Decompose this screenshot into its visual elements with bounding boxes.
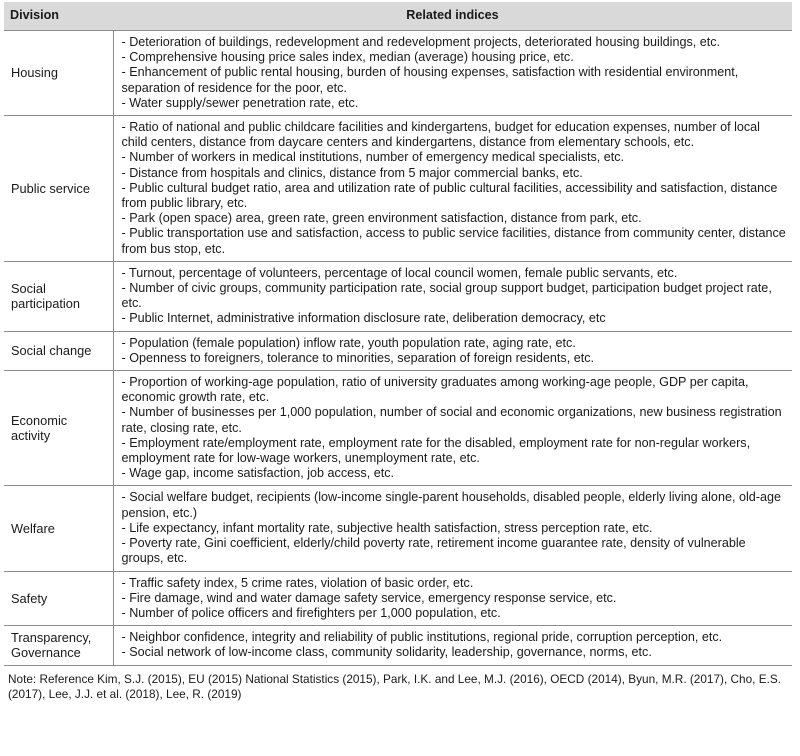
index-item: - Ratio of national and public childcare facilities and kindergartens, budget for education expenses, number of local child centers, distance from daycare centers and kindergartens, distance from elementary schools, etc. xyxy=(121,120,760,150)
index-item: - Poverty rate, Gini coefficient, elderly/child poverty rate, retirement income guarantee rate, density of vulnerable groups, etc. xyxy=(121,536,746,566)
index-item: - Proportion of working-age population, ratio of university graduates among working-age people, GDP per capita, economic growth rate, etc. xyxy=(121,375,749,405)
division-cell: Welfare xyxy=(4,486,113,571)
index-item: - Traffic safety index, 5 crime rates, violation of basic order, etc. xyxy=(121,575,474,590)
division-cell: Housing xyxy=(4,31,113,116)
related-indices-cell xyxy=(113,116,792,262)
related-indices-cell xyxy=(113,486,792,571)
related-indices-cell xyxy=(113,626,792,665)
table-header xyxy=(4,2,792,31)
related-indices-cell xyxy=(113,571,792,626)
index-item: - Neighbor confidence, integrity and reliability of public institutions, regional pride, corruption perception, etc. xyxy=(121,630,723,645)
index-item: - Distance from hospitals and clinics, distance from 5 major commercial banks, etc. xyxy=(121,165,583,180)
division-cell: Social participation xyxy=(4,261,113,331)
table-row xyxy=(4,331,792,370)
index-item: - Public Internet, administrative information disclosure rate, deliberation democracy, etc xyxy=(121,311,606,326)
index-item: - Water supply/sewer penetration rate, etc. xyxy=(121,95,359,110)
header-division: Division xyxy=(4,2,113,31)
division-cell: Public service xyxy=(4,116,113,262)
index-item: - Social network of low-income class, community solidarity, leadership, governance, norms, etc. xyxy=(121,645,652,660)
table-row xyxy=(4,626,792,665)
related-indices-cell xyxy=(113,31,792,116)
related-indices-cell xyxy=(113,331,792,370)
index-item: - Deterioration of buildings, redevelopment and redevelopment projects, deteriorated housing buildings, etc. xyxy=(121,35,721,49)
table-row xyxy=(4,261,792,331)
division-cell: Social change xyxy=(4,331,113,370)
division-cell: Economic activity xyxy=(4,371,113,486)
index-item: - Number of businesses per 1,000 population, number of social and economic organizations, new business registration rate, closing rate, etc. xyxy=(121,405,782,435)
related-indices-cell xyxy=(113,261,792,331)
index-item: - Number of workers in medical institutions, number of emergency medical specialists, etc. xyxy=(121,150,625,165)
table-body xyxy=(4,31,792,666)
index-item: - Number of civic groups, community participation rate, social group support budget, participation budget project rate, etc. xyxy=(121,281,772,311)
header-row xyxy=(4,2,792,31)
header-related-indices: Related indices xyxy=(113,2,792,31)
index-item: - Park (open space) area, green rate, green environment satisfaction, distance from park, etc. xyxy=(121,211,642,226)
table-note: Note: Reference Kim, S.J. (2015), EU (2015) National Statistics (2015), Park, I.K. and Lee, M.J. (2016), OECD (2014), Byun, M.R. (2017), Cho, E.S. (2017), Lee, J.J. et al. (2018), Lee, R. (2019) xyxy=(8,671,782,701)
index-item: - Fire damage, wind and water damage safety service, emergency response service, etc. xyxy=(121,590,617,605)
index-item: - Comprehensive housing price sales index, median (average) housing price, etc. xyxy=(121,50,574,65)
index-item: - Number of police officers and firefighters per 1,000 population, etc. xyxy=(121,605,501,620)
table-row xyxy=(4,371,792,486)
index-item: - Population (female population) inflow rate, youth population rate, aging rate, etc. xyxy=(121,335,576,350)
division-cell: Transparency, Governance xyxy=(4,626,113,665)
index-item: - Wage gap, income satisfaction, job access, etc. xyxy=(121,466,395,481)
related-indices-cell xyxy=(113,371,792,486)
table-row xyxy=(4,571,792,626)
index-item: - Turnout, percentage of volunteers, percentage of local council women, female public servants, etc. xyxy=(121,265,678,280)
table-row xyxy=(4,31,792,116)
index-item: - Social welfare budget, recipients (low-income single-parent households, disabled people, elderly living alone, old-age pension, etc.) xyxy=(121,490,781,520)
division-cell: Safety xyxy=(4,571,113,626)
index-item: - Employment rate/employment rate, employment rate for the disabled, employment rate for non-regular workers, employment rate for low-wage workers, unemployment rate, etc. xyxy=(121,435,751,466)
indices-table xyxy=(4,2,792,666)
index-item: - Public transportation use and satisfaction, access to public service facilities, distance from community center, distance from bus stop, etc. xyxy=(121,226,786,256)
index-item: - Life expectancy, infant mortality rate, subjective health satisfaction, stress perception rate, etc. xyxy=(121,520,653,535)
index-item: - Enhancement of public rental housing, burden of housing expenses, satisfaction with residential environment, separation of residence for the poor, etc. xyxy=(121,65,739,95)
index-item: - Public cultural budget ratio, area and utilization rate of public cultural facilities, accessibility and satisfaction, distance from public library, etc. xyxy=(121,180,778,211)
index-item: - Openness to foreigners, tolerance to minorities, separation of foreign residents, etc. xyxy=(121,350,595,365)
table-row xyxy=(4,486,792,571)
indices-table-container xyxy=(4,2,796,702)
table-row xyxy=(4,116,792,262)
